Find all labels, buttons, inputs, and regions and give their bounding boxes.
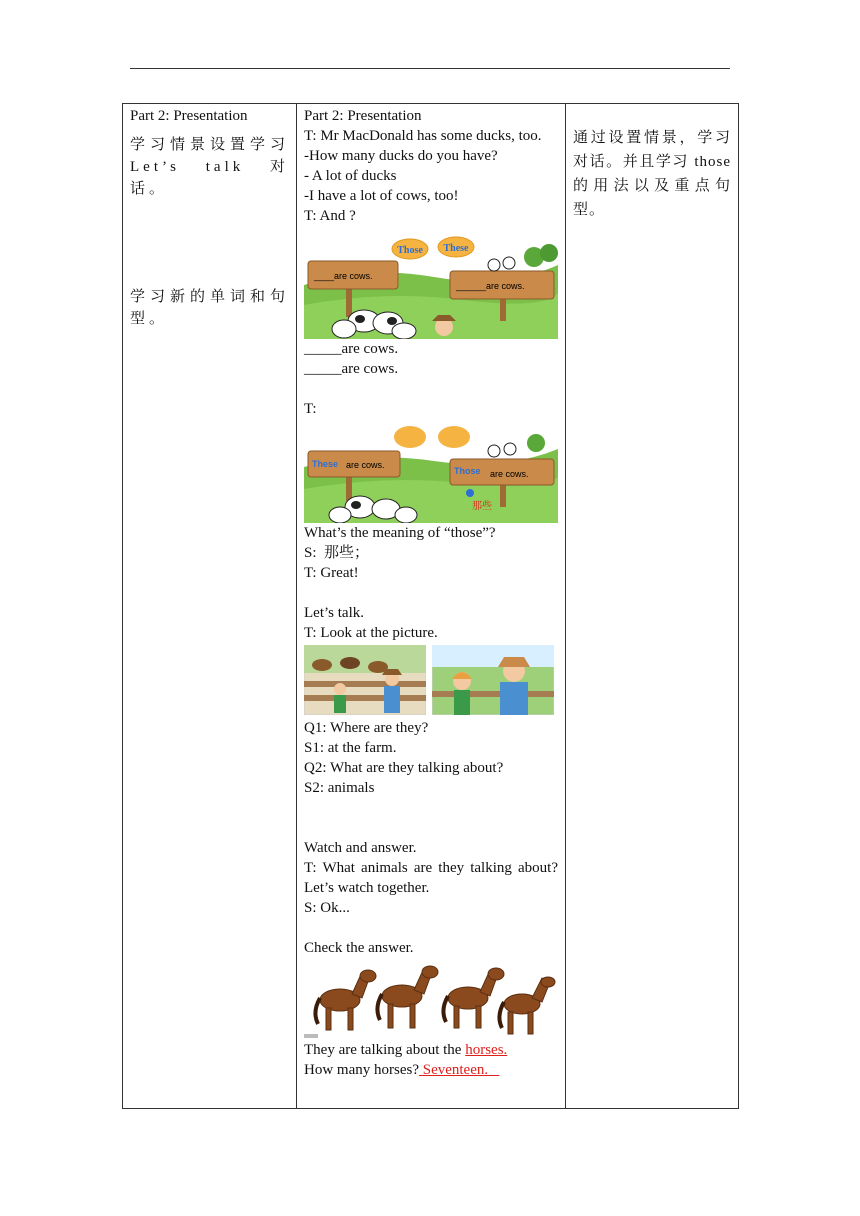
s1-line: S1: at the farm. <box>304 740 397 756</box>
blank-sentence-1: _____are cows. <box>304 341 399 357</box>
dialog-line-1: T: Mr MacDonald has some ducks, too. <box>304 128 542 144</box>
farm-scene-picture-2 <box>432 645 554 715</box>
sign2-right-rest: are cows. <box>490 469 529 479</box>
talking-about-line <box>304 1040 558 1060</box>
column-objectives <box>123 104 297 1109</box>
column-purpose <box>566 104 739 1109</box>
q1-line: Q1: Where are they? <box>304 720 429 736</box>
talking-prefix: They are talking about the <box>304 1042 466 1058</box>
bubble-those: Those <box>397 245 423 256</box>
how-many-answer: Seventeen. <box>418 1062 500 1078</box>
how-many-prefix: How many horses? <box>304 1062 419 1078</box>
col1-title: Part 2: Presentation <box>130 108 248 124</box>
sign2-note: 那些 <box>472 501 492 512</box>
table-row <box>123 104 739 1109</box>
dialog-line-5: T: And ? <box>304 208 356 224</box>
dialog-line-2: -How many ducks do you have? <box>304 148 498 164</box>
watch-line: Watch and answer. <box>304 840 417 856</box>
sign2-left-word: These <box>312 459 339 469</box>
s-ok-line: S: Ok... <box>304 900 350 916</box>
dialog-line-3: - A lot of ducks <box>304 168 397 184</box>
t-what-line: T: What animals are they talking about? Let’s watch together. <box>304 860 562 896</box>
look-line: T: Look at the picture. <box>304 625 438 641</box>
blank-sentence-2: _____are cows. <box>304 361 399 377</box>
talking-answer: horses. <box>465 1042 508 1058</box>
question-meaning: What’s the meaning of “those”? <box>304 525 496 541</box>
student-answer: S: 那些； <box>304 545 370 561</box>
teacher-great: T: Great! <box>304 565 359 581</box>
how-many-line <box>304 1060 558 1080</box>
farm-signs-image-1 <box>304 235 558 339</box>
bubble-these: These <box>443 243 469 254</box>
col2-title: Part 2: Presentation <box>304 108 422 124</box>
teacher-label: T: <box>304 401 317 417</box>
col1-desc1: 学习情景设置学习Let’s talk 对话。 <box>130 137 289 197</box>
q2-line: Q2: What are they talking about? <box>304 760 504 776</box>
col1-desc2: 学习新的单词和句型。 <box>130 289 289 327</box>
talk-pictures <box>304 645 558 715</box>
column-procedure <box>297 104 566 1109</box>
speaker-icon <box>466 489 474 497</box>
col3-desc: 通过设置情景，学习对话。并且学习 those 的用法以及重点句型。 <box>573 130 731 218</box>
dialog-line-4: -I have a lot of cows, too! <box>304 188 459 204</box>
sign2-right-word: Those <box>454 466 481 476</box>
header-rule <box>130 68 730 69</box>
farm-scene-picture-1 <box>304 645 426 715</box>
sign-left-text: ____are cows. <box>314 271 373 281</box>
lets-talk-line: Let’s talk. <box>304 605 364 621</box>
s2-line: S2: animals <box>304 780 375 796</box>
lesson-plan-table <box>122 103 739 1109</box>
sign-right-text: ______are cows. <box>456 281 525 291</box>
farm-signs-image-2 <box>304 423 558 523</box>
sign2-left-rest: are cows. <box>346 460 385 470</box>
check-line: Check the answer. <box>304 940 414 956</box>
horses-image <box>304 958 558 1040</box>
